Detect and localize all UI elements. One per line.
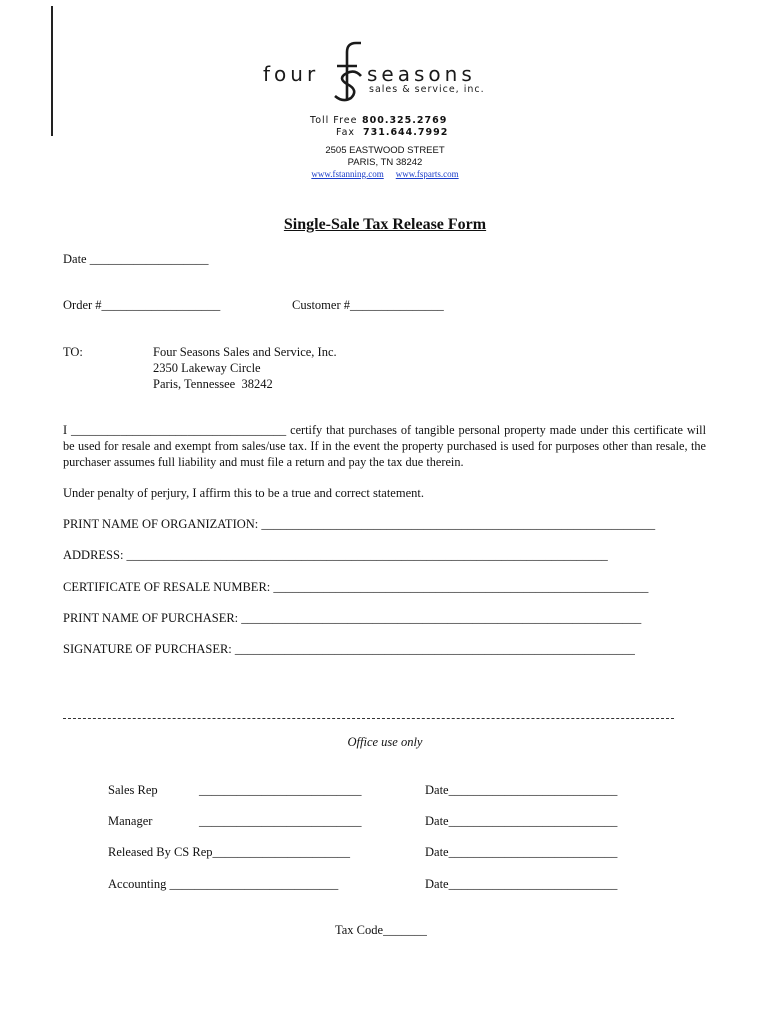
logo-word-four: four: [263, 62, 320, 86]
manager-label: Manager: [108, 814, 153, 828]
logo-tagline: sales & service, inc.: [369, 84, 485, 95]
sales-rep-date-field[interactable]: Date___________________________: [425, 783, 618, 797]
released-date-field[interactable]: Date___________________________: [425, 845, 618, 859]
office-use-heading: Office use only: [347, 735, 423, 749]
resale-certificate-field[interactable]: CERTIFICATE OF RESALE NUMBER: ____________________________________________________________: [63, 580, 649, 594]
company-logo: [263, 40, 493, 104]
toll-free-number: 800.325.2769: [362, 115, 448, 126]
link-fstanning[interactable]: www.fstanning.com: [311, 169, 384, 179]
date-field[interactable]: Date ___________________: [63, 252, 209, 266]
fax-row: [314, 127, 448, 138]
fax-label: Fax: [336, 127, 356, 138]
certification-paragraph: I ___________________________________ certify that purchases of tangible personal property made under this certificate will be used for resale and exempt from sales/use tax. If in the event the property purchased is used for purposes other than resale, the purchaser assumes full liability and must file a return and pay the tax due therein.: [63, 423, 706, 469]
recipient-name: Four Seasons Sales and Service, Inc.: [153, 345, 337, 359]
customer-number-field[interactable]: Customer #_______________: [292, 298, 444, 312]
manager-date-field[interactable]: Date___________________________: [425, 814, 618, 828]
toll-free-label: Toll Free: [310, 115, 358, 126]
recipient-street: 2350 Lakeway Circle: [153, 361, 261, 375]
logo-word-seasons: seasons: [367, 62, 476, 86]
link-fsparts[interactable]: www.fsparts.com: [395, 169, 459, 179]
city-address: PARIS, TN 38242: [347, 157, 423, 168]
website-links: [0, 169, 770, 179]
purchaser-signature-field[interactable]: SIGNATURE OF PURCHASER: ________________________________________________________________: [63, 642, 635, 656]
fs-monogram-icon: [325, 40, 365, 104]
perjury-statement: Under penalty of perjury, I affirm this to be a true and correct statement.: [63, 486, 424, 500]
accounting-date-field[interactable]: Date___________________________: [425, 877, 618, 891]
form-title: Single-Sale Tax Release Form: [283, 216, 487, 233]
order-number-field[interactable]: Order #___________________: [63, 298, 221, 312]
page-edge-line: [51, 6, 53, 136]
address-field[interactable]: ADDRESS: _____________________________________________________________________________: [63, 548, 608, 562]
released-by-field[interactable]: Released By CS Rep______________________: [108, 845, 351, 859]
sales-rep-label: Sales Rep: [108, 783, 158, 797]
street-address: 2505 EASTWOOD STREET: [325, 145, 445, 156]
recipient-city: Paris, Tennessee 38242: [153, 377, 273, 391]
purchaser-name-field[interactable]: PRINT NAME OF PURCHASER: ________________________________________________________________: [63, 611, 642, 625]
toll-free-row: [310, 115, 447, 126]
fax-number: 731.644.7992: [363, 127, 449, 138]
manager-field[interactable]: __________________________: [199, 814, 362, 828]
tax-code-field[interactable]: Tax Code_______: [335, 923, 427, 937]
organization-name-field[interactable]: PRINT NAME OF ORGANIZATION: _______________________________________________________________: [63, 517, 656, 531]
sales-rep-field[interactable]: __________________________: [199, 783, 362, 797]
accounting-field[interactable]: Accounting ___________________________: [108, 877, 339, 891]
office-divider: [63, 718, 674, 719]
to-label: TO:: [63, 345, 83, 359]
